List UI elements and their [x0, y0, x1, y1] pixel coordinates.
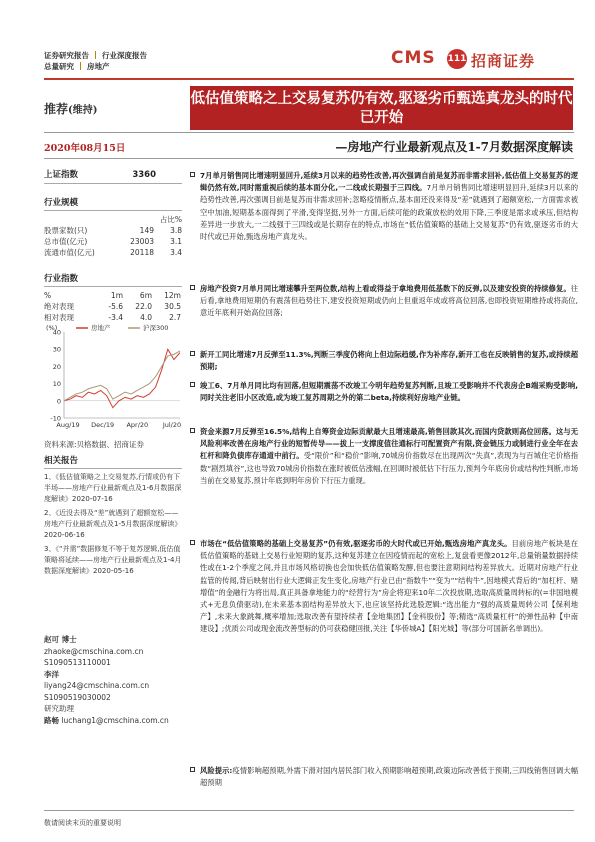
- perf-cell: -3.4: [108, 313, 123, 322]
- scale-row-value: 20118: [130, 248, 154, 257]
- paragraph-lead: 风险提示:: [200, 766, 233, 775]
- paragraph-lead: 7月单月销售同比增速明显回升,延续3月以来的趋势性改善,再次强调自前是复苏而非需求回补,低估值上交易复苏的逻辑仍然有效,同时需重视后续的基本面分化,一二线或长期强于三四线。: [200, 171, 578, 193]
- x-tick-label: Dec/19: [91, 421, 115, 429]
- bullet-icon: [190, 428, 195, 433]
- report-subtitle: —房地产行业最新观点及1-7月数据深度解读: [335, 140, 573, 154]
- scale-row-name: 流通市值(亿元): [44, 248, 95, 257]
- scale-row: [44, 247, 182, 258]
- footer-note: 敬请阅读末页的重要说明: [44, 819, 121, 827]
- body-paragraph: [200, 349, 578, 373]
- perf-cell: 30.5: [164, 302, 181, 311]
- report-date: 2020年08月15日: [44, 143, 126, 154]
- assistant-title: 研究助理: [44, 704, 74, 713]
- logo-cn: 招商证券: [471, 52, 536, 70]
- body-paragraph: [200, 283, 578, 320]
- related-block: [44, 454, 182, 580]
- scale-row-pct: 3.1: [170, 237, 182, 246]
- y-tick-label: 0: [56, 397, 61, 406]
- y-tick-label: 10: [52, 380, 61, 389]
- x-tick-label: Apr/20: [126, 421, 149, 429]
- report-header: [44, 50, 147, 72]
- y-tick-label: 30: [52, 345, 61, 354]
- body-paragraph: [200, 426, 578, 487]
- bullet-icon: [190, 382, 195, 387]
- report-title: 低估值策略之上交易复苏仍有效,驱逐劣币甄选真龙头的时代已开始: [190, 86, 573, 130]
- legend-label: 沪深300: [143, 324, 169, 332]
- research-type: 总量研究: [44, 62, 74, 71]
- scale-row-name: 股票家数(只): [44, 226, 88, 235]
- y-tick-label: -10: [50, 414, 61, 423]
- scale-block: [44, 196, 182, 258]
- series-line-hs300: [64, 351, 180, 401]
- report-category: 证券研究报告: [44, 51, 89, 60]
- perf-col-header: 6m: [139, 291, 152, 300]
- analyst-name: 赵可 博士: [44, 635, 77, 644]
- analyst-cert: S1090519030002: [44, 692, 111, 702]
- body-paragraph: [200, 380, 578, 404]
- x-tick-label: Aug/19: [56, 421, 80, 429]
- perf-col-header: %: [44, 291, 52, 300]
- scale-row-pct: 3.8: [170, 226, 182, 235]
- legend-label: 房地产: [91, 324, 111, 332]
- analyst-cert: S1090513110001: [44, 658, 111, 667]
- rating-value: 推荐: [44, 102, 69, 116]
- index-label: 上证指数: [44, 170, 79, 180]
- rating: [44, 100, 97, 117]
- perf-chart: [44, 320, 184, 440]
- scale-row: [44, 236, 182, 247]
- footer-rule: [44, 810, 574, 811]
- paragraph-text: 目前房地产板块是在低估值策略的基础上交易行业短期的复苏,这种复苏建立在因疫情而起的宽松上,复盘看更像2012年,总量销量数据持续性或在1-2个季度之间,并且市场风格切换也会加快低估值策略发酵,但也要注意期间结构差异放大。近期对房地产行业监管的传闻,背后映射出行业大逻辑正发生变化,房地产行业已由“指数牛”“变为”“结构牛”,因地模式背后的“加杠杆、赌增值”的金融行为将出局,真正具备拿地能力的“经营行为”房企将迎来10年二次投放期,选取高质量周转标的(=非国地模式+无息负债驱动),在未来基本面结构差异放大下,也应该坚持此选股逻辑:“选出能力”强的高质量周转公司【保利地产】,未来大象跳舞,概率增加;选取改善有望持续者【金地集团】【金科股份】等;精选“高质量杠杆”的弹性品种【中南建设】;优质公司或现金流改善型标的仍可获稳健回报,关注【华侨城A】【阳光城】等(部分可国新名单调出)。: [200, 539, 579, 634]
- scale-row-value: 23003: [130, 237, 154, 246]
- perf-cell: 22.0: [135, 302, 152, 311]
- index-value: 3360: [132, 170, 156, 180]
- company-logo: [391, 48, 551, 74]
- paragraph-lead: 资金来源7月反弹至16.5%,结构上自筹资金边际贡献最大且增速最高,销售回款其次,而国内贷款则高位回落。这与无风险利率改善在房地产行业的短暂传导——拔上一支撑度值往通标行可配置资产有限,资金链压力或制进行业全年在去杠杆和降负债库存通道中前行。: [200, 427, 578, 461]
- analyst-name: 李洋: [44, 669, 59, 679]
- scale-row-name: 总市值(亿元): [44, 237, 88, 246]
- assistant-email[interactable]: luchang1@cmschina.com.cn: [61, 715, 169, 725]
- perf-col-header: 1m: [110, 291, 123, 300]
- scale-row-pct: 3.4: [170, 248, 182, 257]
- series-line-realestate: [64, 349, 180, 407]
- analyst-email[interactable]: zhaoke@cmschina.com.cn: [44, 646, 144, 656]
- logo-badge-icon: 111: [447, 49, 467, 69]
- body-paragraph: [200, 170, 578, 243]
- scale-row-value: 149: [139, 226, 154, 235]
- y-tick-label: 40: [52, 328, 61, 337]
- perf-header-row: [44, 290, 182, 301]
- assistant-name: 路畅: [44, 715, 59, 725]
- bullet-icon: [190, 351, 195, 356]
- x-tick-label: Jul/20: [162, 421, 182, 429]
- paragraph-text: 受“限价”和“稳价”影响,70城房价指数尽在出现两次“失真”,表现为与百城住宅价格指数“剧烈填谷”,这也导致70城房价指数在涨时被低估涨幅,在回调时被低估下行压力,预判今年底房价或结构性判断,市场当前在交易复苏,预计年底到明年房价下行压力重现。: [200, 451, 578, 485]
- perf-title: 行业指数: [44, 272, 182, 287]
- rating-note: (维持): [68, 105, 98, 116]
- paragraph-lead: 新开工同比增速7月反弹至11.3%,判断三季度仍将向上但边际趋缓,作为补库存,新开工也在反映销售的复苏,或持续超预期;: [200, 350, 578, 372]
- bullet-icon: [190, 285, 195, 290]
- perf-block: [44, 272, 182, 323]
- related-report-item[interactable]: 1、《低估值策略之上交易复苏,行情或仍有下半场——房地产行业最新观点及1-6月数据深度解读》2020-07-16: [44, 473, 182, 503]
- bullet-icon: [190, 172, 195, 177]
- paragraph-text: 7月单月销售同比增速明显回升,延续3月以来的趋势性改善,再次强调目前是复苏而非需求回补;忽略疫情断点,基本面还没来得及“差”就遇到了超额宽松,一方面需求被空中加油,短期基本面得到了平滑,变得坚挺,另外一方面,后续可能的政策放松的效用下降,三季度是需求或承压,但结构差异进一步放大,一二线强于三四线或是长期存在的特点,市场在“低估值策略的基础上交易复苏”仍有效,驱逐劣币的大时代或已开始,甄选房地产真龙头。: [200, 183, 579, 242]
- paragraph-lead: 房地产投资7月单月同比增速攀升至两位数,结构上看或得益于拿地费用低基数下的反弹,以及建安投资的持续修复。: [200, 284, 571, 293]
- related-title: 相关报告: [44, 454, 182, 469]
- perf-cell: -5.6: [108, 302, 123, 311]
- bullet-icon: [190, 540, 195, 545]
- perf-row: [44, 301, 182, 312]
- paragraph-text: 疫情影响超预期,外需下滑对国内居民部门收入预期影响超预期,政策边际改善低于预期,三四线销售回调大幅超预期: [200, 766, 578, 788]
- analyst-email[interactable]: liyang24@cmschina.com.cn: [44, 681, 150, 690]
- chart-source: 资料来源:贝格数据、招商证券: [44, 440, 145, 449]
- related-report-item[interactable]: 2、《近没去得及“差”就遇到了超额宽松——房地产行业最新观点及1-5月数据深度解读》2020-06-16: [44, 509, 182, 539]
- y-unit-label: (%): [46, 324, 58, 332]
- perf-row-name: 相对表现: [44, 313, 74, 322]
- bullet-icon: [190, 767, 195, 772]
- body-paragraph: [200, 538, 578, 636]
- subtitle-rule: [44, 158, 574, 159]
- sector-name: 房地产: [87, 62, 110, 71]
- paragraph-lead: 市场在“低估值策略的基础上交易复苏”仍有效,驱逐劣币的大时代或已开始,甄选房地产真龙头。: [200, 539, 512, 548]
- perf-row-name: 绝对表现: [44, 302, 74, 311]
- paragraph-lead: 竣工6、7月单月同比均有回落,但短期震荡不改竣工今明年趋势复苏判断,且竣工受影响并不代表房企B端采购受影响,同时关注老旧小区改造,或为竣工复苏周期之外的第二beta,持续利好房地产业链。: [200, 381, 578, 403]
- y-tick-label: 20: [52, 362, 61, 371]
- index-block: [44, 170, 182, 187]
- perf-col-header: 12m: [164, 291, 181, 300]
- logo-en: CMS: [391, 48, 436, 68]
- paragraph-text: 往后看,拿地费用短期仍有震荡但趋势往下,建安投资短期或仍向上但重返年成或将高位回落,也即投资短期维持或将高位,意近年底利开始高位回落;: [200, 284, 578, 318]
- perf-cell: 4.0: [140, 313, 152, 322]
- scale-title: 行业规模: [44, 196, 182, 211]
- scale-unit: 占比%: [159, 215, 182, 224]
- related-report-item[interactable]: 3、《“并需”数据修复不等于复苏逻辑,低估值策略将延续——房地产行业最新观点及1-4月数据深度解读》2020-05-16: [44, 545, 182, 575]
- header-rule: [44, 78, 574, 80]
- title-rule: [44, 132, 574, 133]
- analyst-block: [44, 634, 182, 726]
- report-type: 行业深度报告: [102, 51, 147, 60]
- perf-cell: 2.7: [169, 313, 181, 322]
- body-paragraph: [200, 765, 578, 789]
- scale-row: [44, 225, 182, 236]
